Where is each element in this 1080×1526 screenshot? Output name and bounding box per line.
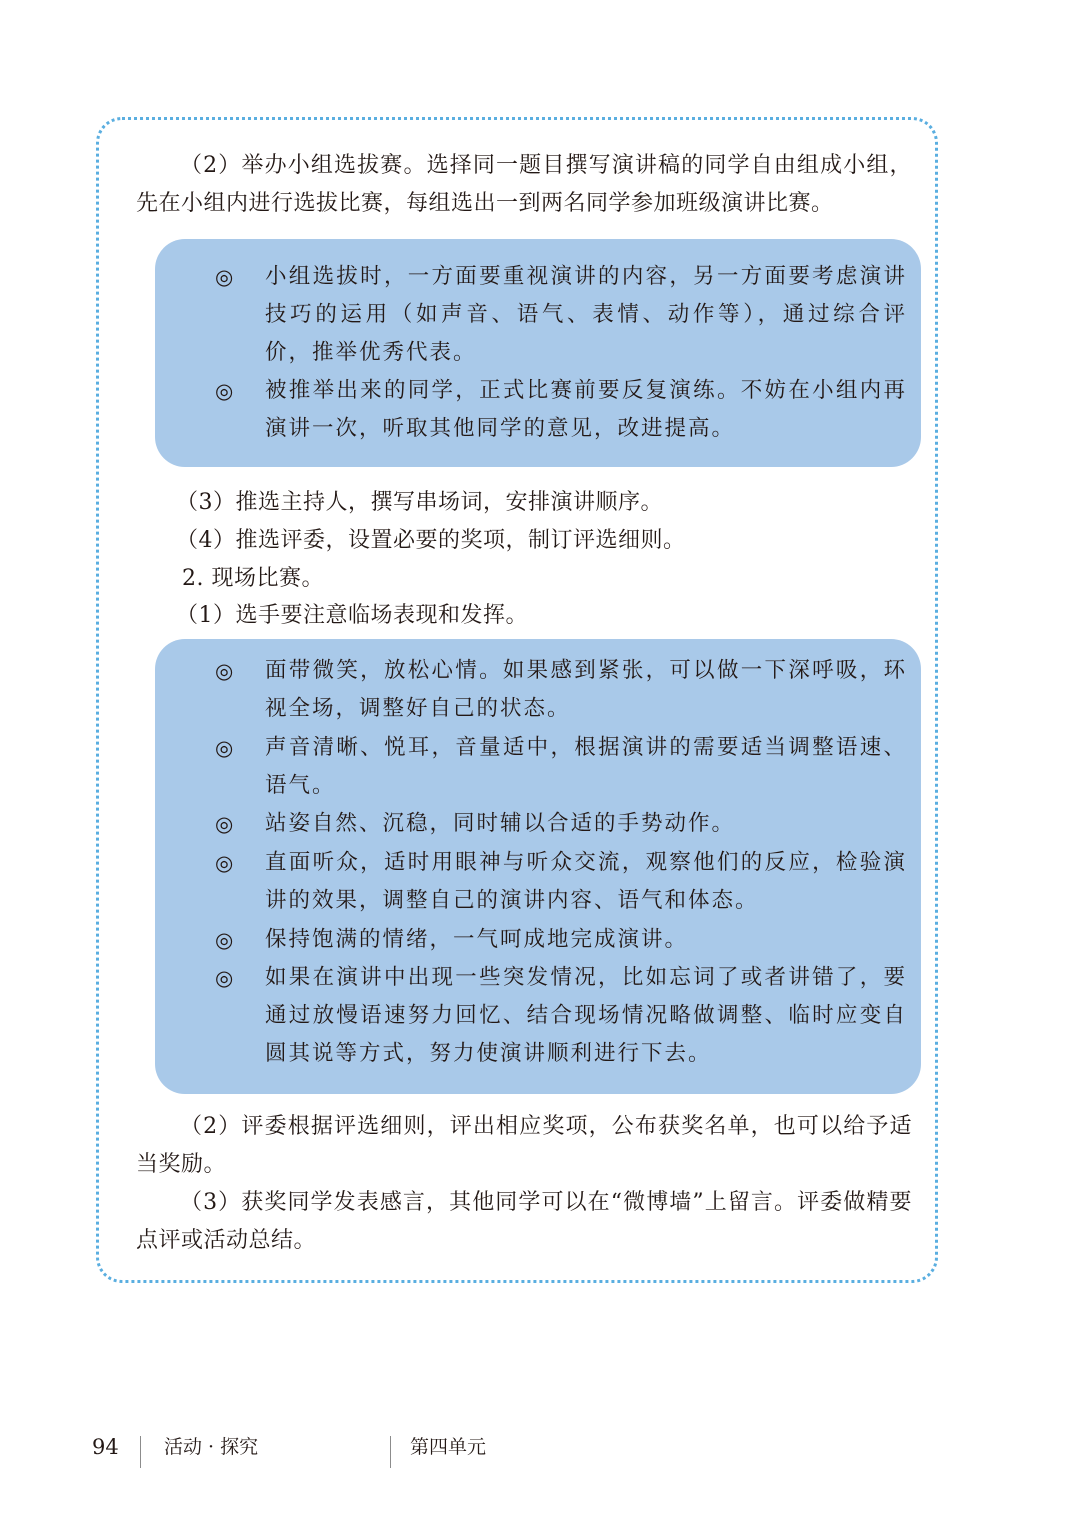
tip-text: 声音清晰、悦耳，音量适中，根据演讲的需要适当调整语速、语气。 [265, 735, 907, 798]
bullet-icon: ◎ [215, 265, 234, 289]
footer-divider [140, 1436, 141, 1468]
tip-text: 保持饱满的情绪，一气呵成地完成演讲。 [265, 927, 689, 952]
page-number: 94 [92, 1435, 119, 1459]
tip-text: 直面听众，适时用眼神与听众交流，观察他们的反应，检验演讲的效果，调整自己的演讲内容、语气和体态。 [265, 850, 907, 913]
bullet-icon: ◎ [215, 851, 234, 875]
footer-divider [390, 1436, 391, 1468]
bullet-icon: ◎ [215, 379, 234, 403]
bullet-icon: ◎ [215, 928, 234, 952]
tip-text: 如果在演讲中出现一些突发情况，比如忘词了或者讲错了，要通过放慢语速努力回忆、结合现场情况略做调整、临时应变自圆其说等方式，努力使演讲顺利进行下去。 [265, 965, 907, 1066]
footer-unit-title: 第四单元 [410, 1436, 487, 1458]
heading-live-contest: 2. 现场比赛。 [182, 566, 324, 591]
bullet-icon: ◎ [215, 966, 234, 990]
paragraph-awards: （2）评委根据评选细则，评出相应奖项，公布获奖名单，也可以给予适当奖励。 [136, 1114, 912, 1177]
paragraph-judges: （4）推选评委，设置必要的奖项，制订评选细则。 [176, 528, 686, 553]
bullet-icon: ◎ [215, 736, 234, 760]
tip-text: 站姿自然、沉稳，同时辅以合适的手势动作。 [265, 811, 736, 836]
paragraph-speeches: （3）获奖同学发表感言，其他同学可以在“微博墙”上留言。评委做精要点评或活动总结。 [136, 1190, 912, 1253]
bullet-icon: ◎ [215, 659, 234, 683]
paragraph-group-selection: （2）举办小组选拔赛。选择同一题目撰写演讲稿的同学自由组成小组，先在小组内进行选拔比赛，每组选出一到两名同学参加班级演讲比赛。 [136, 153, 912, 216]
paragraph-host: （3）推选主持人，撰写串场词，安排演讲顺序。 [176, 490, 663, 515]
tip-text: 面带微笑，放松心情。如果感到紧张，可以做一下深呼吸，环视全场，调整好自己的状态。 [265, 658, 907, 721]
paragraph-performance: （1）选手要注意临场表现和发挥。 [176, 603, 528, 628]
tip-text: 小组选拔时，一方面要重视演讲的内容，另一方面要考虑演讲技巧的运用（如声音、语气、表情、动作等），通过综合评价，推举优秀代表。 [265, 264, 907, 365]
tip-box-performance [155, 639, 921, 1094]
footer-section-title: 活动 · 探究 [164, 1436, 259, 1458]
bullet-icon: ◎ [215, 812, 234, 836]
tip-box-selection [155, 239, 921, 467]
tip-text: 被推举出来的同学，正式比赛前要反复演练。不妨在小组内再演讲一次，听取其他同学的意见，改进提高。 [265, 378, 907, 441]
